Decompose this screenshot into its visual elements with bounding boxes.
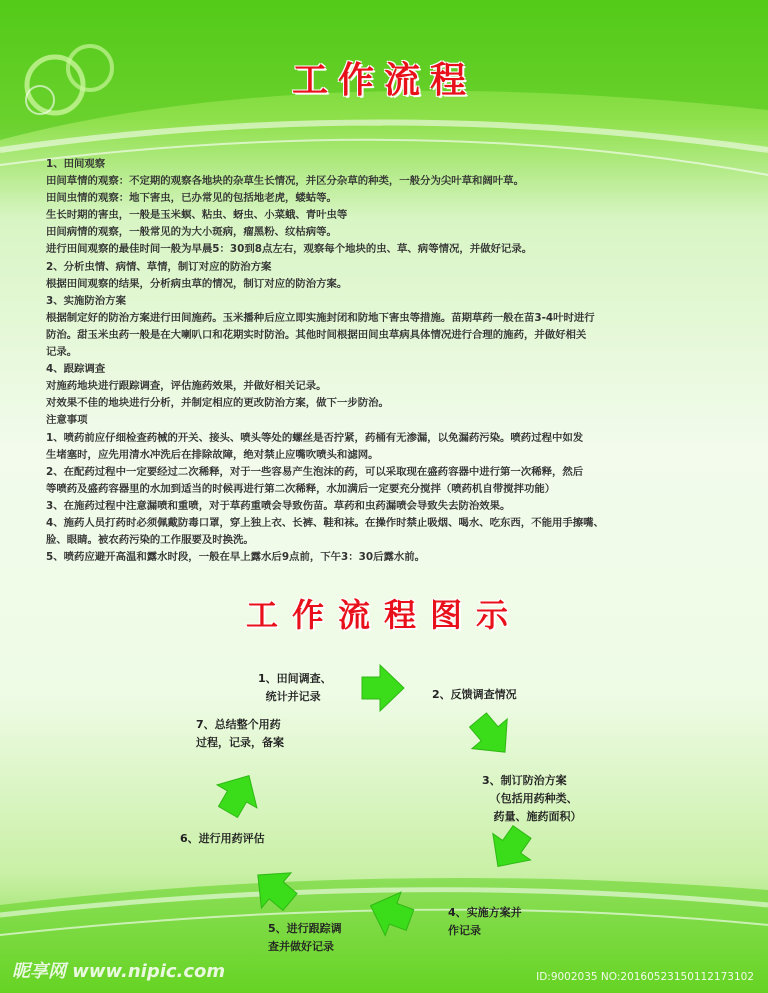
text-line: 田间病情的观察，一般常见的为大小斑病，瘤黑粉、纹枯病等。 xyxy=(46,226,337,239)
text-line: 2、分析虫情、病情、草情，制订对应的防治方案 xyxy=(46,260,272,273)
flow-step-5: 5、进行跟踪调 查并做好记录 xyxy=(268,922,342,953)
flow-step-3: 3、制订防治方案 （包括用药种类、 药量、施药面积） xyxy=(482,774,582,823)
arrow-icon xyxy=(243,857,305,919)
text-line: 根据田间观察的结果，分析病虫草的情况，制订对应的防治方案。 xyxy=(46,277,348,290)
text-line: 对施药地块进行跟踪调查，评估施药效果，并做好相关记录。 xyxy=(46,380,327,393)
arrow-icon xyxy=(208,764,269,823)
arrow-icon xyxy=(460,705,522,767)
arrow-icon xyxy=(362,665,404,711)
arrow-icon xyxy=(363,884,418,942)
flow-step-6: 6、进行用药评估 xyxy=(180,832,265,845)
text-line: 根据制定好的防治方案进行田间施药。玉米播种后应立即实施封闭和防地下害虫等措施。苗期草药一般在苗3-4叶时进行 xyxy=(46,311,595,324)
text-line: 1、田间观察 xyxy=(46,158,106,170)
text-line: 防治。甜玉米虫药一般是在大喇叭口和花期实时防治。其他时间根据田间虫草病具体情况进行合理的施药，并做好相关 xyxy=(46,328,587,341)
text-line: 脸、眼睛。被农药污染的工作服要及时换洗。 xyxy=(46,534,254,547)
text-line: 记录。 xyxy=(46,346,78,359)
text-line: 3、实施防治方案 xyxy=(46,294,126,307)
text-line: 田间草情的观察：不定期的观察各地块的杂草生长情况，并区分杂草的种类，一般分为尖叶草和阔叶草。 xyxy=(46,175,524,188)
text-line: 2、在配药过程中一定要经过二次稀释，对于一些容易产生泡沫的药，可以采取现在盛药容器中进行第一次稀释，然后 xyxy=(46,465,584,478)
text-line: 田间虫情的观察：地下害虫，已办常见的包括地老虎，蝼蛄等。 xyxy=(46,192,337,205)
text-line: 等喷药及盛药容器里的水加到适当的时候再进行第二次稀释，水加满后一定要充分搅拌（喷药机自带搅拌功能） xyxy=(46,482,556,495)
text-line: 进行田间观察的最佳时间一般为早晨5：30到8点左右，观察每个地块的虫、草、病等情况，并做好记录。 xyxy=(46,243,533,256)
text-line: 1、喷药前应仔细检查药械的开关、接头、喷头等处的螺丝是否拧紧，药桶有无渗漏，以免漏药污染。喷药过程中如发 xyxy=(46,431,584,444)
page-title: 工作流程 xyxy=(291,60,476,101)
watermark-logo: 昵享网 www.nipic.com xyxy=(12,961,226,982)
text-line: 注意事项 xyxy=(46,414,88,427)
text-line: 生长时期的害虫，一般是玉米螟、粘虫、蚜虫、小菜蛾、青叶虫等 xyxy=(46,209,348,222)
flow-step-7: 7、总结整个用药 过程，记录，备案 xyxy=(196,718,284,749)
flow-step-2: 2、反馈调查情况 xyxy=(432,688,517,701)
text-line: 4、跟踪调查 xyxy=(46,363,106,376)
text-line: 对效果不佳的地块进行分析，并制定相应的更改防治方案，做下一步防治。 xyxy=(46,397,389,410)
text-line: 3、在施药过程中注意漏喷和重喷，对于草药重喷会导致伤苗。草药和虫药漏喷会导致失去防治效果。 xyxy=(46,499,511,512)
text-line: 5、喷药应避开高温和露水时段，一般在早上露水后9点前，下午3：30后露水前。 xyxy=(46,551,426,564)
watermark-id: ID:9002035 NO:20160523150112173102 xyxy=(536,971,754,983)
flow-step-4: 4、实施方案并 作记录 xyxy=(448,906,522,937)
flow-title: 工作流程图示 xyxy=(245,596,522,634)
arrow-icon xyxy=(479,819,541,880)
flow-step-1: 1、田间调查、 统计并记录 xyxy=(258,672,332,703)
text-line: 生堵塞时，应先用清水冲洗后在排除故障，绝对禁止应嘴吹喷头和滤网。 xyxy=(46,448,379,461)
text-line: 4、施药人员打药时必须佩戴防毒口罩，穿上独上衣、长裤、鞋和袜。在操作时禁止吸烟、喝水、吃东西，不能用手擦嘴、 xyxy=(46,516,604,529)
